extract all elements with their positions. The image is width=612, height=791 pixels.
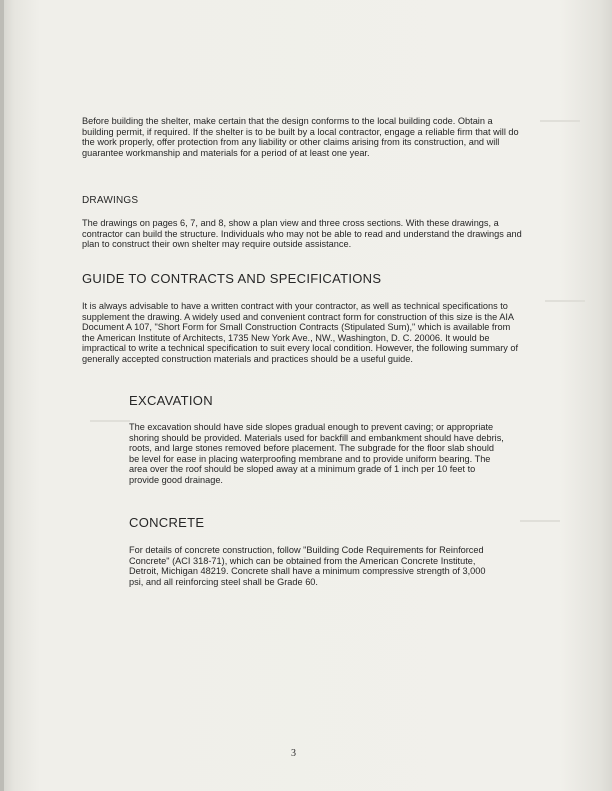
bleed-through-mark: [90, 420, 130, 422]
binding-edge: [0, 0, 4, 791]
page-number: 3: [291, 748, 296, 759]
intro-paragraph: [82, 116, 520, 158]
excavation-heading: EXCAVATION: [129, 393, 213, 408]
concrete-text: For details of concrete construction, follow "Building Code Requirements for Reinforced Concrete" (ACI 318-71), which can be obtained from the American Concrete Institute, Detroit, Michigan 48219. Concrete shall have a minimum compressive strength of 3,000 psi, and all reinforcing steel shall be Grade 60.: [129, 545, 486, 587]
excavation-paragraph: [129, 422, 504, 486]
concrete-heading: CONCRETE: [129, 515, 205, 530]
intro-text: Before building the shelter, make certain that the design conforms to the local building code. Obtain a building permit, if required. If the shelter is to be built by a local contractor, engage a reliable firm that will do the work properly, offer protection from any liability or other claims arising from its construction, and will guarantee workmanship and materials for a period of at least one year.: [82, 116, 519, 158]
bleed-through-mark: [540, 120, 580, 122]
drawings-paragraph: [82, 218, 522, 250]
bleed-through-mark: [545, 300, 585, 302]
bleed-through-mark: [520, 520, 560, 522]
contracts-heading: GUIDE TO CONTRACTS AND SPECIFICATIONS: [82, 271, 382, 286]
concrete-paragraph: [129, 545, 491, 587]
contracts-text: It is always advisable to have a written contract with your contractor, as well as technical specifications to supplement the drawing. A widely used and convenient contract form for construction of this size is the AIA Document A 107, "Short Form for Small Construction Contracts (Stipulated Sum)," which is available from the American Institute of Architects, 1735 New York Ave., NW., Washington, D. C. 20006. It would be impractical to write a technical specification to suit every local condition. However, the following summary of generally accepted construction materials and practices should be a useful guide.: [82, 301, 519, 364]
drawings-text: The drawings on pages 6, 7, and 8, show a plan view and three cross sections. With these drawings, a contractor can build the structure. Individuals who may not be able to read and understand the drawings and plan to construct their own shelter may require outside assistance.: [82, 218, 522, 250]
excavation-text: The excavation should have side slopes gradual enough to prevent caving; or appropriate shoring should be provided. Materials used for backfill and embankment should have debris, roots, and large stones removed before placement. The subgrade for the floor slab should be level for ease in placing waterproofing membrane and to provide uniform bearing. The area over the roof should be sloped away at a minimum grade of 1 inch per 10 feet to provide good drainage.: [129, 422, 504, 485]
drawings-heading: DRAWINGS: [82, 195, 139, 206]
contracts-paragraph: [82, 301, 522, 365]
